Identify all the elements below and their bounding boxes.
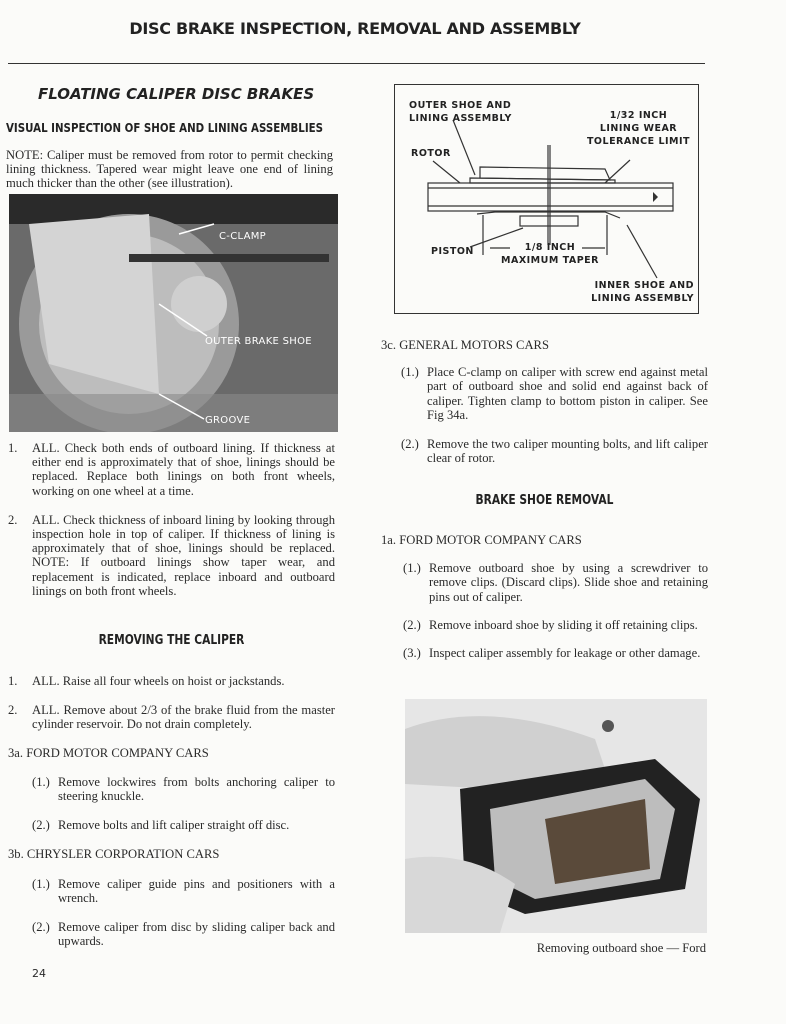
section-title: FLOATING CALIPER DISC BRAKES [38,85,315,103]
shoe-step-1 [403,561,708,604]
groove-label: GROOVE [205,415,251,426]
item-number: 3a. [8,745,24,760]
item-text: ALL. Check thickness of inboard lining by looking through inspection hole in top of caliper. If thickness of lining is approximately that of shoe, linings should be replaced. NOTE: If outboard linings show taper wear, and replacement is indicated, replace inboard and outboard linings on both front wheels. [32,512,335,598]
removing-item-1 [8,674,335,688]
label-line: 1/8 INCH [524,242,576,253]
label-line: 1/32 INCH [609,110,668,121]
chrysler-subheading [8,847,335,861]
removing-item-2 [8,703,335,731]
step-text: Place C-clamp on caliper with screw end against metal part of outboard shoe and solid end against back of caliper. Tighten clamp to bottom piston in caliper. See Fig 34a. [427,365,708,422]
rotor-label: ROTOR [411,148,451,159]
step-text: Remove caliper guide pins and positioners with a wrench. [58,876,335,905]
step-number: (3.) [403,646,421,661]
item-number: 3c. [381,338,397,352]
ford-step-2 [32,818,335,832]
inner-shoe-label [591,279,694,305]
tolerance-label [587,109,690,148]
step-number: (1.) [32,774,50,789]
item-label: FORD MOTOR COMPANY CARS [26,745,209,760]
step-number: (2.) [403,617,421,632]
item-number: 1. [8,441,18,455]
outer-shoe-label [409,99,512,125]
shoe-step-3 [403,646,708,660]
step-number: (2.) [401,437,419,452]
gm-step-1 [401,365,708,422]
item-number: 2. [8,512,18,527]
chrysler-step-1 [32,877,335,905]
ford-subheading [8,746,335,760]
step-number: (2.) [32,818,50,833]
step-text: Remove the two caliper mounting bolts, and lift caliper clear of rotor. [427,437,708,466]
outboard-shoe-photo-image [405,699,707,933]
ford-shoe-subheading [381,533,708,547]
taper-diagram [394,84,699,314]
item-text: ALL. Remove about 2/3 of the brake fluid from the master cylinder reservoir. Do not drain completely. [32,703,335,732]
step-number: (2.) [32,920,50,935]
shoe-step-2 [403,618,708,632]
label-line: LINING WEAR [599,123,678,134]
item-number: 1a. [381,533,397,547]
gm-step-2 [401,437,708,465]
step-text: Remove lockwires from bolts anchoring caliper to steering knuckle. [58,774,335,804]
item-text: ALL. Check both ends of outboard lining. If thickness at either end is approximately that of shoe, linings should be replaced. Replace both linings on both front wheels, working on one wheel at a time. [32,441,335,498]
item-label: CHRYSLER CORPORATION CARS [26,847,220,862]
brake-shoe-removal-heading: BRAKE SHOE REMOVAL [475,493,614,508]
visual-inspection-heading: VISUAL INSPECTION OF SHOE AND LINING ASSEMBLIES [6,120,324,135]
outboard-shoe-photo [405,699,707,933]
step-text: Remove inboard shoe by sliding it off retaining clips. [429,617,698,632]
gm-subheading [381,338,708,352]
step-number: (1.) [401,365,419,380]
item-text: ALL. Raise all four wheels on hoist or jackstands. [32,674,285,688]
label-line: MAXIMUM TAPER [501,255,599,266]
title-divider [8,63,705,64]
inspection-item-2 [8,513,335,598]
step-text: Remove caliper from disc by sliding caliper back and upwards. [58,920,335,949]
item-label: FORD MOTOR COMPANY CARS [399,533,582,547]
item-number: 2. [8,703,18,718]
caliper-photo-image [9,194,338,432]
label-line: INNER SHOE AND [594,280,694,291]
photo-caption: Removing outboard shoe — Ford [536,941,706,955]
caliper-photo [9,194,338,432]
step-number: (1.) [32,876,50,891]
label-line: LINING ASSEMBLY [591,293,694,304]
label-line: LINING ASSEMBLY [409,113,512,124]
note-text: NOTE: Caliper must be removed from rotor to permit checking lining thickness. Tapered wear might leave one end of lining much thicker than the other (see illustration). [6,148,333,191]
removing-caliper-heading: REMOVING THE CALIPER [98,633,245,648]
chrysler-step-2 [32,920,335,948]
outer-brake-shoe-label: OUTER BRAKE SHOE [205,336,312,347]
item-number: 1. [8,674,18,688]
label-line: TOLERANCE LIMIT [586,136,690,147]
piston-label: PISTON [431,246,474,257]
taper-label [495,241,605,267]
c-clamp-label: C-CLAMP [219,231,266,242]
inspection-item-1 [8,441,335,498]
item-number: 3b. [8,847,24,862]
page-title: DISC BRAKE INSPECTION, REMOVAL AND ASSEMBLY [129,19,581,38]
ford-step-1 [32,775,335,803]
step-text: Remove bolts and lift caliper straight off disc. [58,818,290,833]
step-number: (1.) [403,561,421,576]
step-text: Remove outboard shoe by using a screwdriver to remove clips. (Discard clips). Slide shoe and retaining pins out of caliper. [429,561,708,604]
step-text: Inspect caliper assembly for leakage or other damage. [429,646,701,661]
label-line: OUTER SHOE AND [409,100,512,111]
page-number: 24 [32,967,46,980]
item-label: GENERAL MOTORS CARS [399,338,549,352]
